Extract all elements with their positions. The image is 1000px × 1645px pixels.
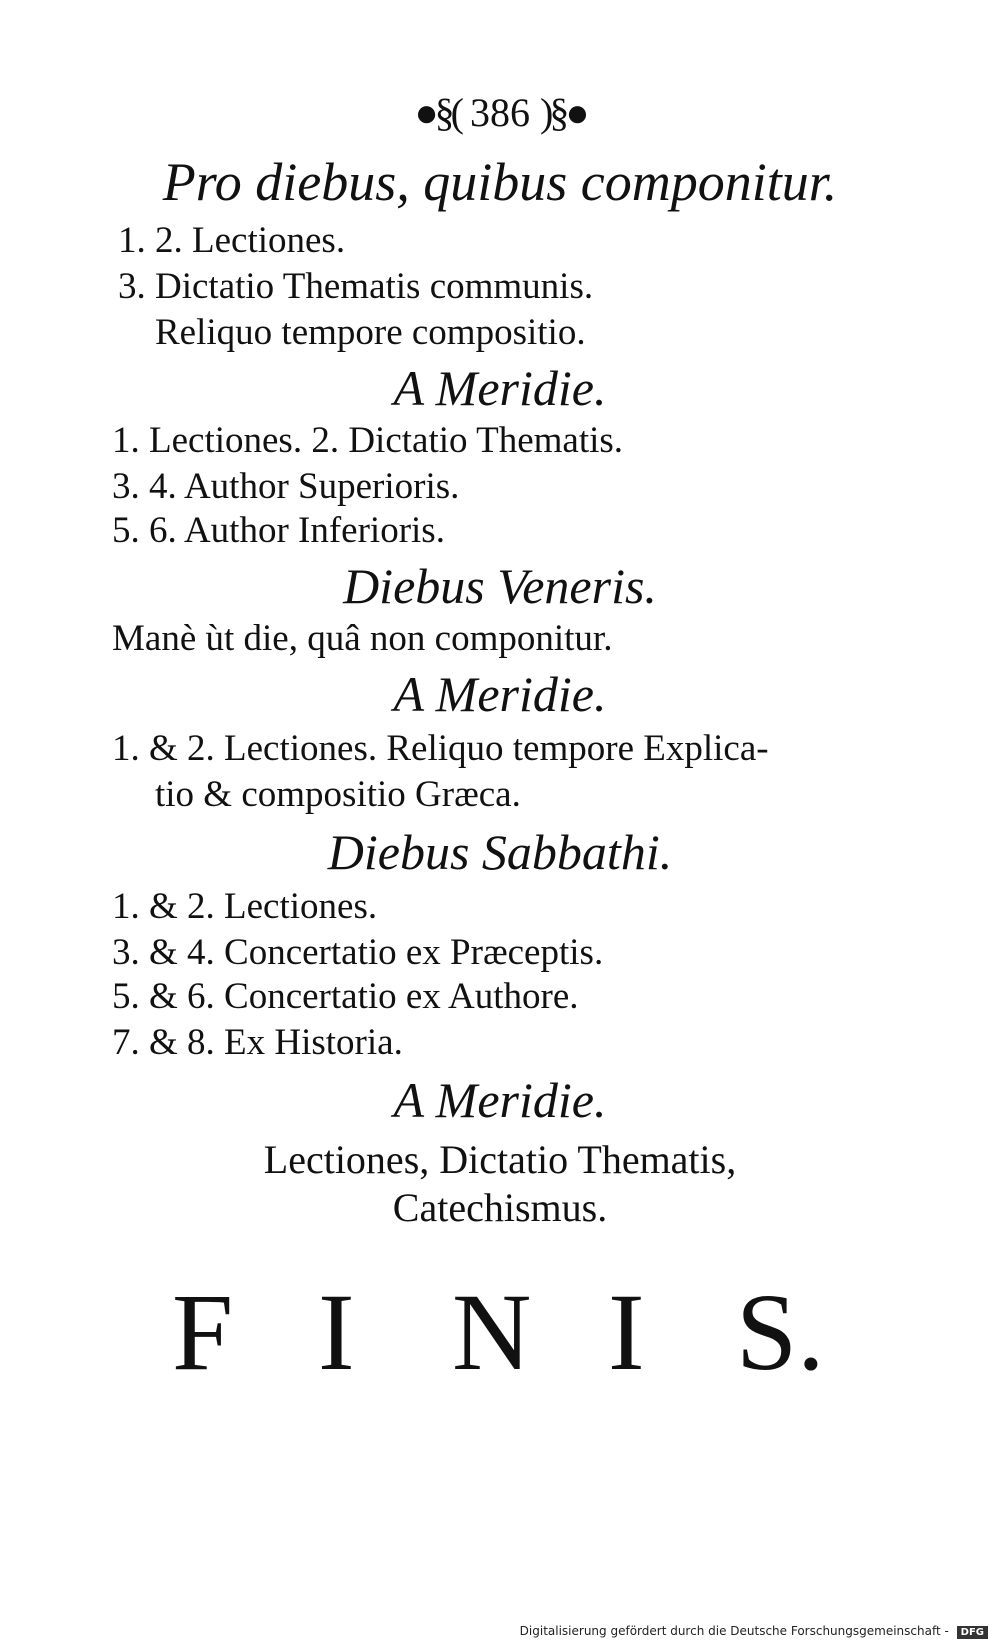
digitization-footer	[520, 1624, 988, 1639]
text-line: 1. 2. Lectiones.	[118, 220, 346, 261]
ornament-left-icon: ●§(	[414, 90, 460, 135]
finis-colophon	[0, 1272, 1000, 1392]
text-line: 1. Lectiones. 2. Dictatio Thematis.	[112, 420, 624, 461]
text-line: 1. & 2. Lectiones.	[112, 886, 378, 927]
finis-letter: I	[318, 1271, 355, 1393]
section-heading: Pro diebus, quibus componitur.	[162, 152, 838, 212]
page-header	[0, 88, 1000, 138]
text-line: 7. & 8. Ex Historia.	[112, 1022, 403, 1063]
text-line: Reliquo tempore compositio.	[155, 312, 586, 353]
text-line: 5. 6. Author Inferioris.	[112, 510, 445, 551]
dfg-logo: DFG	[957, 1626, 988, 1639]
section-heading: A Meridie.	[393, 1072, 607, 1128]
section-heading: A Meridie.	[393, 360, 607, 416]
finis-letter: S.	[736, 1271, 825, 1393]
text-line: Manè ùt die, quâ non componitur.	[112, 618, 613, 659]
finis-letter: N	[452, 1271, 532, 1393]
section-heading: A Meridie.	[393, 666, 607, 722]
text-line: Catechismus.	[392, 1185, 608, 1230]
text-line: 3. Dictatio Thematis communis.	[118, 266, 594, 307]
section-heading: Diebus Veneris.	[343, 558, 657, 614]
text-line: 1. & 2. Lectiones. Reliquo tempore Explica-	[112, 728, 769, 769]
footer-text: Digitalisierung gefördert durch die Deutsche Forschungsgemeinschaft -	[519, 1624, 949, 1638]
page-number: 386	[470, 90, 530, 135]
section-heading: Diebus Sabbathi.	[327, 824, 673, 880]
text-line: 3. 4. Author Superioris.	[112, 466, 460, 507]
text-line: Lectiones, Dictatio Thematis,	[263, 1137, 737, 1182]
ornament-right-icon: )§●	[540, 90, 586, 135]
text-line: tio & compositio Græca.	[155, 774, 521, 815]
text-line: 5. & 6. Concertatio ex Authore.	[112, 976, 579, 1017]
finis-letter: I	[608, 1271, 645, 1393]
finis-letter: F	[172, 1271, 234, 1393]
text-line: 3. & 4. Concertatio ex Præceptis.	[112, 932, 604, 973]
